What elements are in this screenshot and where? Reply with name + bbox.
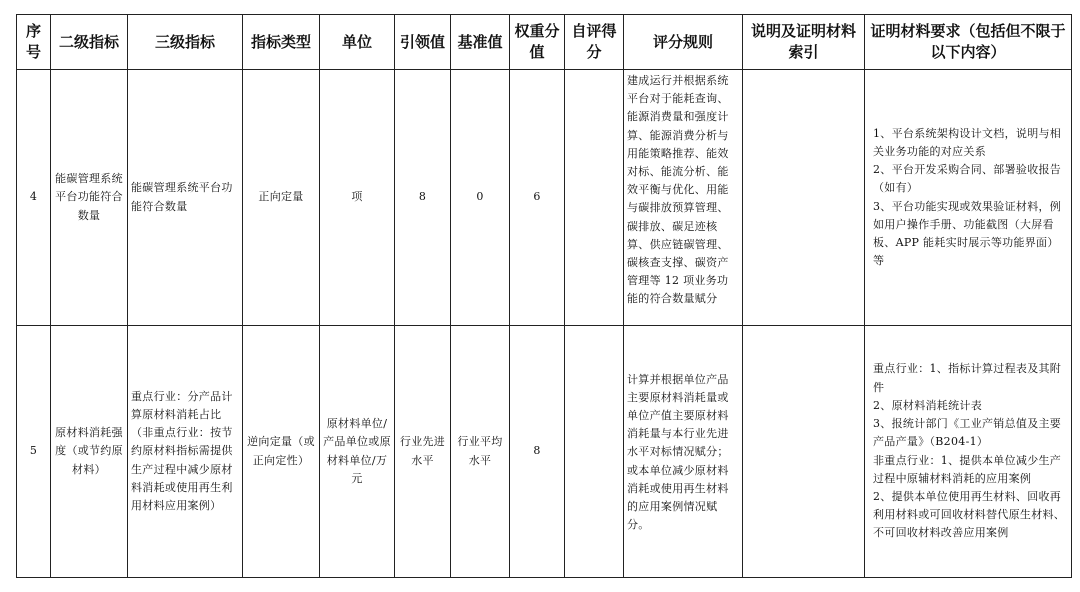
cell-seq: 4 xyxy=(17,70,51,326)
header-index: 说明及证明材料索引 xyxy=(743,15,865,70)
cell-level2: 原材料消耗强度（或节约原材料） xyxy=(51,326,128,578)
cell-index xyxy=(743,70,865,326)
cell-weight: 6 xyxy=(510,70,565,326)
header-req: 证明材料要求（包括但不限于以下内容） xyxy=(865,15,1072,70)
cell-seq: 5 xyxy=(17,326,51,578)
cell-unit: 项 xyxy=(320,70,395,326)
cell-rule: 建成运行并根据系统平台对于能耗查询、能源消费量和强度计算、能源消费分析与用能策略推荐、能效对标、能流分析、能效平衡与优化、用能与碳排放预算管理、碳排放、碳足迹核算、供应链碳管理、碳核查支撑、碳资产管理等 12 项业务功能的符合数量赋分 xyxy=(624,70,743,326)
header-rule: 评分规则 xyxy=(624,15,743,70)
cell-req: 重点行业：1、指标计算过程表及其附件 2、原材料消耗统计表 3、报统计部门《工业产销总值及主要产品产量》（B204-1） 非重点行业：1、提供本单位减少生产过程中原辅材料消耗的应用案例 2、提供本单位使用再生材料、回收再利用材料或可回收材料替代原生材料、不可回收材料改善应用案例 xyxy=(865,326,1072,578)
cell-type: 逆向定量（或正向定性） xyxy=(243,326,320,578)
cell-self xyxy=(565,326,624,578)
cell-level3: 重点行业：分产品计算原材料消耗占比（非重点行业：按节约原材料指标需提供生产过程中减少原材料消耗或使用再生利用材料应用案例） xyxy=(128,326,243,578)
header-lead: 引领值 xyxy=(395,15,451,70)
cell-self xyxy=(565,70,624,326)
header-seq: 序号 xyxy=(17,15,51,70)
header-base: 基准值 xyxy=(451,15,510,70)
header-level3: 三级指标 xyxy=(128,15,243,70)
cell-level3: 能碳管理系统平台功能符合数量 xyxy=(128,70,243,326)
cell-index xyxy=(743,326,865,578)
header-level2: 二级指标 xyxy=(51,15,128,70)
cell-base: 0 xyxy=(451,70,510,326)
cell-lead: 8 xyxy=(395,70,451,326)
cell-weight: 8 xyxy=(510,326,565,578)
header-unit: 单位 xyxy=(320,15,395,70)
cell-unit: 原材料单位/产品单位或原材料单位/万元 xyxy=(320,326,395,578)
cell-lead: 行业先进水平 xyxy=(395,326,451,578)
table-row xyxy=(17,70,1072,326)
cell-base: 行业平均水平 xyxy=(451,326,510,578)
cell-rule: 计算并根据单位产品主要原材料消耗量或单位产值主要原材料消耗量与本行业先进水平对标情况赋分；或本单位减少原材料消耗或使用再生材料的应用案例情况赋分。 xyxy=(624,326,743,578)
table-header-row xyxy=(17,15,1072,70)
header-self: 自评得分 xyxy=(565,15,624,70)
cell-type: 正向定量 xyxy=(243,70,320,326)
evaluation-table xyxy=(16,14,1072,578)
cell-level2: 能碳管理系统平台功能符合数量 xyxy=(51,70,128,326)
table-row xyxy=(17,326,1072,578)
cell-req: 1、平台系统架构设计文档，说明与相关业务功能的对应关系 2、平台开发采购合同、部署验收报告（如有） 3、平台功能实现或效果验证材料，例如用户操作手册、功能截图（大屏看板、APP 能耗实时展示等功能界面）等 xyxy=(865,70,1072,326)
header-type: 指标类型 xyxy=(243,15,320,70)
header-weight: 权重分值 xyxy=(510,15,565,70)
